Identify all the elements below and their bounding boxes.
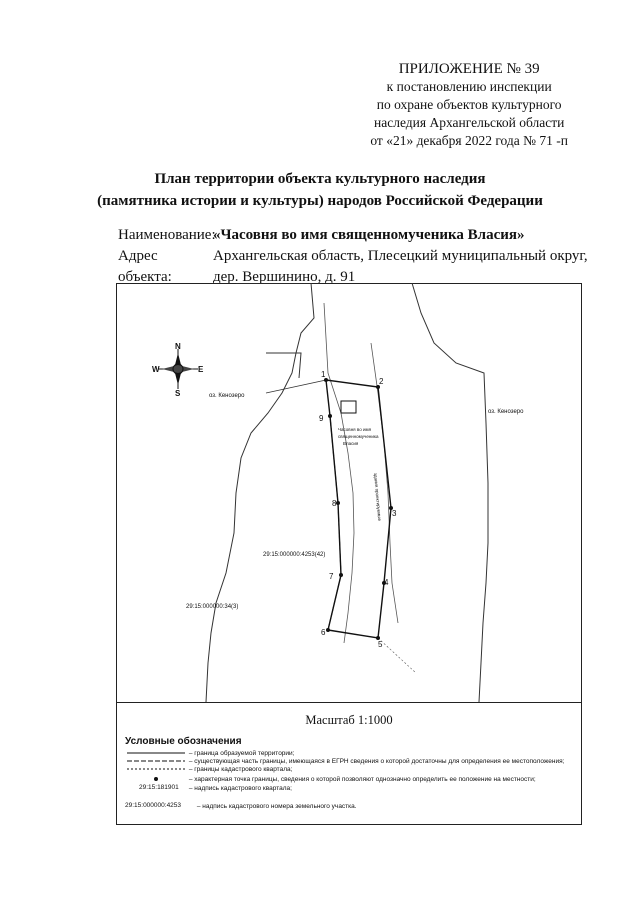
legend-item-quarter-label: [125, 784, 292, 792]
road-left-edge: [324, 303, 354, 643]
legend-item-existing-boundary: [125, 757, 564, 765]
road-label: здания проектируемые: [373, 472, 383, 522]
point-label-8: 8: [332, 499, 337, 508]
legend-text: – надпись кадастрового номера земельного участка.: [196, 802, 357, 810]
left-shoreline: [206, 283, 314, 702]
appendix-line-2: по охране объектов культурного: [376, 97, 562, 112]
legend-item-quarter-boundary: [125, 765, 292, 773]
legend-panel: [116, 703, 582, 825]
point-label-4: 4: [384, 578, 389, 587]
building-label-1: Часовня во имя: [338, 427, 372, 432]
point-label-1: 1: [321, 370, 326, 379]
point-label-9: 9: [319, 414, 324, 423]
name-label: Наименование:: [118, 227, 216, 243]
point-label-5: 5: [378, 640, 383, 649]
compass-e: E: [198, 365, 204, 374]
point-label-6: 6: [321, 628, 326, 637]
legend-symbol-quarter-label: 29:15:181901: [139, 784, 179, 791]
legend-text: – надпись кадастрового квартала;: [188, 784, 292, 792]
boundary-point-8: [336, 501, 340, 505]
boundary-line-left: [266, 380, 326, 393]
title-line-2: (памятника истории и культуры) народов Российской Федерации: [97, 193, 543, 209]
legend-item-parcel-label: [125, 802, 357, 810]
address-line-1: Архангельская область, Плесецкий муниципальный округ,: [213, 248, 588, 264]
legend-item-point: [125, 775, 536, 783]
point-label-2: 2: [379, 377, 384, 386]
legend-text: – характерная точка границы, сведения о которой позволяют однозначно определить ее положение на местности;: [188, 775, 536, 783]
legend-symbol-solid-line: [125, 749, 187, 757]
boundary-point-6: [326, 628, 330, 632]
address-line-2: дер. Вершинино, д. 91: [213, 269, 356, 285]
map-scale: Масштаб 1:1000: [305, 713, 393, 727]
compass-n: N: [175, 342, 181, 351]
legend-title: Условные обозначения: [125, 736, 242, 747]
building-label-2: священномученика: [338, 434, 379, 439]
right-shoreline: [412, 283, 488, 702]
parcel-label: 29:15:000000:4253(42): [263, 552, 326, 558]
appendix-block: [370, 60, 568, 150]
legend-symbol-parcel-label: 29:15:000000:4253: [125, 802, 182, 809]
compass-w: W: [152, 365, 160, 374]
building-label-3: Власия: [343, 441, 359, 446]
parcel-label-2: 29:15:000000:34(3): [186, 604, 239, 610]
address-label: Адрес объекта:: [118, 248, 172, 285]
extension-line: [378, 638, 416, 673]
name-value: «Часовня во имя священномученика Власия»: [213, 227, 525, 243]
boundary-point-7: [339, 573, 343, 577]
appendix-line-3: наследия Архангельской области: [374, 115, 565, 130]
legend-text: – границы кадастрового квартала;: [188, 765, 293, 773]
chapel-building: [341, 401, 356, 413]
lake-label-left: оз. Кенозеро: [209, 393, 245, 399]
lake-label-right: оз. Кенозеро: [488, 409, 524, 415]
appendix-line-4: от «21» декабря 2022 года № 71 -п: [370, 133, 568, 148]
boundary-point-9: [328, 414, 332, 418]
territory-map: [116, 283, 582, 703]
map-border: [117, 284, 582, 703]
appendix-line-1: к постановлению инспекции: [386, 79, 552, 94]
appendix-heading: ПРИЛОЖЕНИЕ № 39: [398, 61, 540, 77]
compass-rose: [152, 342, 204, 398]
document-title: [0, 168, 640, 212]
legend-symbol-dotted-line: [125, 765, 187, 773]
title-line-1: План территории объекта культурного наследия: [154, 171, 486, 187]
legend-item-boundary: [125, 749, 295, 757]
legend-symbol-dashed-line: [125, 757, 187, 765]
point-label-3: 3: [392, 509, 397, 518]
compass-s: S: [175, 389, 181, 398]
point-label-7: 7: [329, 572, 334, 581]
legend-symbol-point: [125, 775, 187, 783]
legend-text: – существующая часть границы, имеющаяся в ЕГРН сведения о которой достаточны для определения ее местоположения;: [188, 757, 565, 765]
legend-text: – граница образуемой территории;: [188, 749, 295, 757]
